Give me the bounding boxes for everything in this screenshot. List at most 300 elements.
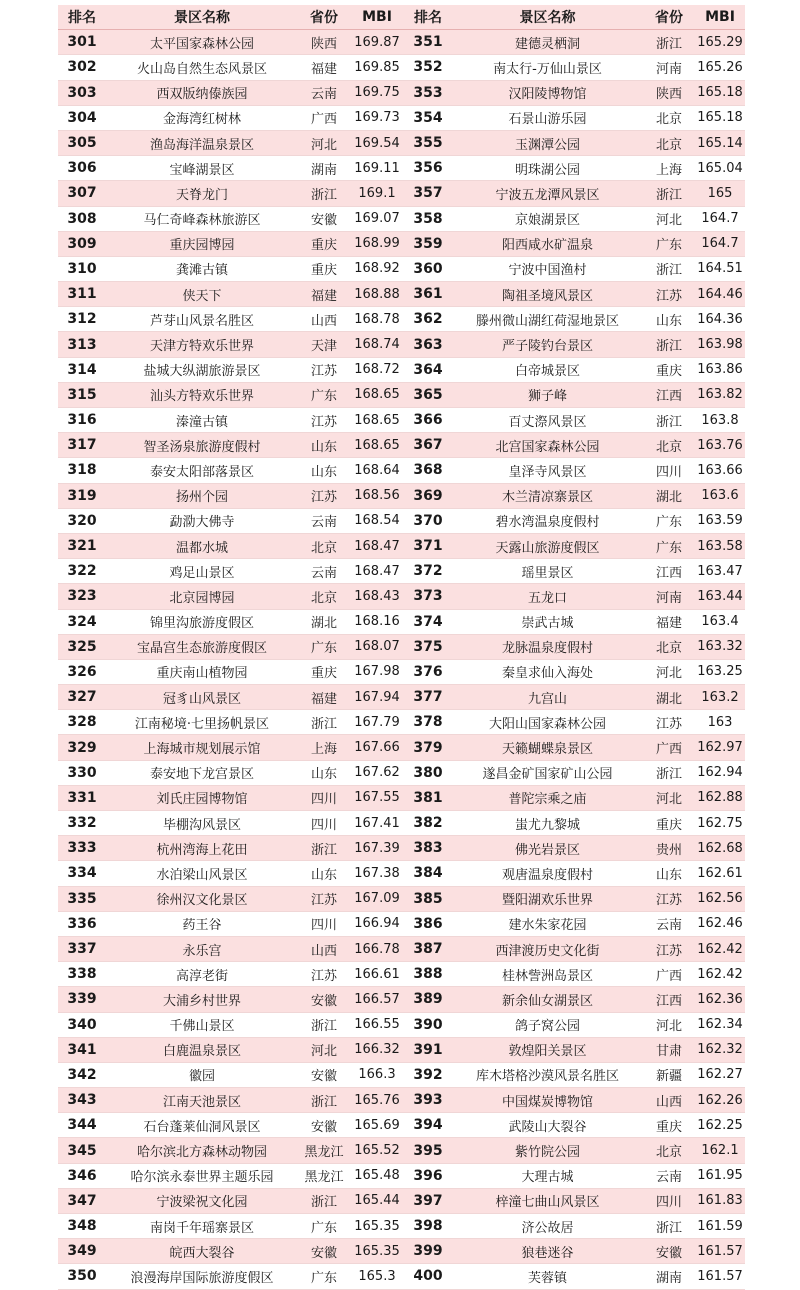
right-rank-cell: 391: [404, 1037, 452, 1062]
left-rank-cell: 328: [58, 710, 106, 735]
right-province-cell: 上海: [643, 156, 695, 181]
left-rank-cell: 348: [58, 1214, 106, 1239]
table-row: [58, 533, 745, 558]
left-province-cell: 江苏: [298, 483, 350, 508]
left-scenic-name-cell: 江南秘境·七里扬帆景区: [106, 710, 298, 735]
left-mbi-score-cell: 168.74: [350, 332, 404, 357]
right-mbi-score-cell: 162.42: [695, 962, 745, 987]
table-row: [58, 760, 745, 785]
right-scenic-name-cell: 库木塔格沙漠风景名胜区: [452, 1062, 643, 1087]
left-scenic-name-cell: 锦里沟旅游度假区: [106, 609, 298, 634]
left-mbi-score-cell: 166.57: [350, 987, 404, 1012]
right-province-cell: 江苏: [643, 886, 695, 911]
table-row: [58, 156, 745, 181]
left-mbi-score-cell: 166.32: [350, 1037, 404, 1062]
right-mbi-score-cell: 162.61: [695, 861, 745, 886]
right-mbi-score-cell: 163.25: [695, 659, 745, 684]
left-province-cell: 山东: [298, 861, 350, 886]
right-province-cell: 江苏: [643, 282, 695, 307]
left-mbi-score-cell: 166.55: [350, 1012, 404, 1037]
right-mbi-score-cell: 161.59: [695, 1214, 745, 1239]
right-mbi-score-cell: 162.88: [695, 785, 745, 810]
scenic-ranking-table: [58, 5, 745, 1290]
right-scenic-name-cell: 严子陵钓台景区: [452, 332, 643, 357]
right-scenic-name-cell: 宁波中国渔村: [452, 256, 643, 281]
left-mbi-score-cell: 167.41: [350, 811, 404, 836]
right-rank-cell: 396: [404, 1163, 452, 1188]
left-province-cell: 山东: [298, 760, 350, 785]
left-rank-cell: 326: [58, 659, 106, 684]
right-rank-cell: 380: [404, 760, 452, 785]
left-mbi-score-cell: 165.52: [350, 1138, 404, 1163]
left-rank-cell: 312: [58, 307, 106, 332]
left-scenic-name-cell: 北京园博园: [106, 584, 298, 609]
table-row: [58, 861, 745, 886]
left-province-cell: 福建: [298, 282, 350, 307]
right-mbi-score-cell: 163.4: [695, 609, 745, 634]
right-province-cell: 江苏: [643, 710, 695, 735]
right-province-cell: 山西: [643, 1088, 695, 1113]
right-province-cell: 河南: [643, 584, 695, 609]
left-rank-cell: 334: [58, 861, 106, 886]
right-province-cell: 湖北: [643, 685, 695, 710]
table-row: [58, 559, 745, 584]
left-province-cell: 陕西: [298, 30, 350, 55]
right-province-cell: 河北: [643, 206, 695, 231]
right-province-cell: 浙江: [643, 256, 695, 281]
right-mbi-score-cell: 165: [695, 181, 745, 206]
left-province-cell: 北京: [298, 533, 350, 558]
right-mbi-score-cell: 161.95: [695, 1163, 745, 1188]
right-province-cell: 河南: [643, 55, 695, 80]
right-mbi-score-cell: 161.57: [695, 1264, 745, 1289]
right-province-cell: 广西: [643, 735, 695, 760]
left-mbi-score-cell: 168.65: [350, 408, 404, 433]
left-mbi-score-cell: 168.92: [350, 256, 404, 281]
right-scenic-name-cell: 龙脉温泉度假村: [452, 634, 643, 659]
right-province-cell: 云南: [643, 1163, 695, 1188]
left-scenic-name-cell: 龚滩古镇: [106, 256, 298, 281]
left-province-cell: 安徽: [298, 1239, 350, 1264]
right-mbi-score-cell: 163.86: [695, 357, 745, 382]
left-mbi-score-cell: 167.39: [350, 836, 404, 861]
left-province-cell: 安徽: [298, 1113, 350, 1138]
table-row: [58, 936, 745, 961]
left-mbi-score-cell: 169.87: [350, 30, 404, 55]
right-mbi-score-cell: 164.46: [695, 282, 745, 307]
left-rank-cell: 316: [58, 408, 106, 433]
left-scenic-name-cell: 扬州个园: [106, 483, 298, 508]
right-scenic-name-cell: 蚩尤九黎城: [452, 811, 643, 836]
left-rank-cell: 347: [58, 1188, 106, 1213]
right-province-cell: 浙江: [643, 30, 695, 55]
right-scenic-name-cell: 天籁蝴蝶泉景区: [452, 735, 643, 760]
right-province-cell: 广东: [643, 533, 695, 558]
right-scenic-name-cell: 建水朱家花园: [452, 911, 643, 936]
table-row: [58, 30, 745, 55]
left-rank-cell: 332: [58, 811, 106, 836]
right-rank-cell: 366: [404, 408, 452, 433]
right-rank-cell: 398: [404, 1214, 452, 1239]
left-scenic-name-cell: 宝峰湖景区: [106, 156, 298, 181]
header-mbi-left: MBI: [350, 5, 404, 30]
header-rank-left: 排名: [58, 5, 106, 30]
left-province-cell: 广东: [298, 1214, 350, 1239]
left-mbi-score-cell: 169.1: [350, 181, 404, 206]
left-mbi-score-cell: 166.61: [350, 962, 404, 987]
left-rank-cell: 319: [58, 483, 106, 508]
left-province-cell: 湖北: [298, 609, 350, 634]
left-scenic-name-cell: 泰安地下龙宫景区: [106, 760, 298, 785]
left-scenic-name-cell: 侠天下: [106, 282, 298, 307]
left-mbi-score-cell: 169.85: [350, 55, 404, 80]
left-scenic-name-cell: 千佛山景区: [106, 1012, 298, 1037]
right-mbi-score-cell: 163.32: [695, 634, 745, 659]
left-mbi-score-cell: 167.55: [350, 785, 404, 810]
right-rank-cell: 382: [404, 811, 452, 836]
right-province-cell: 河北: [643, 1012, 695, 1037]
left-province-cell: 安徽: [298, 987, 350, 1012]
right-mbi-score-cell: 163.59: [695, 508, 745, 533]
left-rank-cell: 330: [58, 760, 106, 785]
table-row: [58, 609, 745, 634]
left-province-cell: 江苏: [298, 408, 350, 433]
left-rank-cell: 341: [58, 1037, 106, 1062]
table-row: [58, 483, 745, 508]
right-rank-cell: 356: [404, 156, 452, 181]
right-province-cell: 福建: [643, 609, 695, 634]
table-row: [58, 80, 745, 105]
right-scenic-name-cell: 梓潼七曲山风景区: [452, 1188, 643, 1213]
table-row: [58, 811, 745, 836]
table-row: [58, 1113, 745, 1138]
right-rank-cell: 361: [404, 282, 452, 307]
left-province-cell: 福建: [298, 685, 350, 710]
right-scenic-name-cell: 皇泽寺风景区: [452, 458, 643, 483]
right-mbi-score-cell: 162.97: [695, 735, 745, 760]
right-mbi-score-cell: 162.1: [695, 1138, 745, 1163]
table-row: [58, 1264, 745, 1289]
right-mbi-score-cell: 165.18: [695, 80, 745, 105]
left-province-cell: 四川: [298, 911, 350, 936]
right-mbi-score-cell: 163.76: [695, 433, 745, 458]
right-mbi-score-cell: 163.82: [695, 382, 745, 407]
right-province-cell: 陕西: [643, 80, 695, 105]
left-province-cell: 山西: [298, 936, 350, 961]
right-scenic-name-cell: 新余仙女湖景区: [452, 987, 643, 1012]
left-scenic-name-cell: 重庆园博园: [106, 231, 298, 256]
right-scenic-name-cell: 滕州微山湖红荷湿地景区: [452, 307, 643, 332]
right-province-cell: 贵州: [643, 836, 695, 861]
left-mbi-score-cell: 168.64: [350, 458, 404, 483]
left-mbi-score-cell: 168.65: [350, 433, 404, 458]
right-mbi-score-cell: 162.26: [695, 1088, 745, 1113]
right-rank-cell: 399: [404, 1239, 452, 1264]
left-scenic-name-cell: 泰安太阳部落景区: [106, 458, 298, 483]
table-row: [58, 710, 745, 735]
table-row: [58, 332, 745, 357]
table-row: [58, 1138, 745, 1163]
left-mbi-score-cell: 168.56: [350, 483, 404, 508]
right-province-cell: 新疆: [643, 1062, 695, 1087]
left-scenic-name-cell: 太平国家森林公园: [106, 30, 298, 55]
right-province-cell: 浙江: [643, 181, 695, 206]
left-rank-cell: 301: [58, 30, 106, 55]
left-province-cell: 天津: [298, 332, 350, 357]
table-row: [58, 130, 745, 155]
table-row: [58, 1214, 745, 1239]
right-province-cell: 广东: [643, 231, 695, 256]
left-province-cell: 江苏: [298, 962, 350, 987]
left-scenic-name-cell: 杭州湾海上花田: [106, 836, 298, 861]
right-rank-cell: 386: [404, 911, 452, 936]
right-mbi-score-cell: 165.29: [695, 30, 745, 55]
right-province-cell: 重庆: [643, 357, 695, 382]
right-scenic-name-cell: 大理古城: [452, 1163, 643, 1188]
left-mbi-score-cell: 168.07: [350, 634, 404, 659]
right-scenic-name-cell: 明珠湖公园: [452, 156, 643, 181]
table-row: [58, 911, 745, 936]
left-province-cell: 重庆: [298, 231, 350, 256]
right-mbi-score-cell: 162.32: [695, 1037, 745, 1062]
left-province-cell: 山西: [298, 307, 350, 332]
left-province-cell: 上海: [298, 735, 350, 760]
left-rank-cell: 327: [58, 685, 106, 710]
right-mbi-score-cell: 163.47: [695, 559, 745, 584]
table-row: [58, 584, 745, 609]
right-rank-cell: 352: [404, 55, 452, 80]
right-rank-cell: 364: [404, 357, 452, 382]
right-scenic-name-cell: 陶祖圣境风景区: [452, 282, 643, 307]
table-row: [58, 55, 745, 80]
left-mbi-score-cell: 168.16: [350, 609, 404, 634]
table-row: [58, 1239, 745, 1264]
right-rank-cell: 359: [404, 231, 452, 256]
right-rank-cell: 395: [404, 1138, 452, 1163]
right-scenic-name-cell: 天露山旅游度假区: [452, 533, 643, 558]
left-mbi-score-cell: 169.11: [350, 156, 404, 181]
right-rank-cell: 369: [404, 483, 452, 508]
left-province-cell: 浙江: [298, 181, 350, 206]
right-scenic-name-cell: 紫竹院公园: [452, 1138, 643, 1163]
left-scenic-name-cell: 冠豸山风景区: [106, 685, 298, 710]
left-scenic-name-cell: 石台蓬莱仙洞风景区: [106, 1113, 298, 1138]
left-province-cell: 河北: [298, 1037, 350, 1062]
left-rank-cell: 302: [58, 55, 106, 80]
left-scenic-name-cell: 白鹿温泉景区: [106, 1037, 298, 1062]
right-rank-cell: 390: [404, 1012, 452, 1037]
left-rank-cell: 335: [58, 886, 106, 911]
table-row: [58, 962, 745, 987]
table-row: [58, 458, 745, 483]
right-scenic-name-cell: 京娘湖景区: [452, 206, 643, 231]
left-scenic-name-cell: 哈尔滨北方森林动物园: [106, 1138, 298, 1163]
table-row: [58, 1188, 745, 1213]
left-province-cell: 重庆: [298, 256, 350, 281]
table-row: [58, 408, 745, 433]
table-row: [58, 1037, 745, 1062]
table-row: [58, 231, 745, 256]
left-scenic-name-cell: 药王谷: [106, 911, 298, 936]
right-mbi-score-cell: 162.27: [695, 1062, 745, 1087]
right-scenic-name-cell: 建德灵栖洞: [452, 30, 643, 55]
left-province-cell: 江苏: [298, 357, 350, 382]
left-scenic-name-cell: 金海湾红树林: [106, 105, 298, 130]
right-scenic-name-cell: 大阳山国家森林公园: [452, 710, 643, 735]
table-row: [58, 282, 745, 307]
header-province-left: 省份: [298, 5, 350, 30]
right-scenic-name-cell: 普陀宗乘之庙: [452, 785, 643, 810]
header-mbi-right: MBI: [695, 5, 745, 30]
left-rank-cell: 331: [58, 785, 106, 810]
right-mbi-score-cell: 162.94: [695, 760, 745, 785]
left-scenic-name-cell: 大浦乡村世界: [106, 987, 298, 1012]
right-province-cell: 北京: [643, 433, 695, 458]
right-scenic-name-cell: 佛光岩景区: [452, 836, 643, 861]
right-rank-cell: 375: [404, 634, 452, 659]
left-scenic-name-cell: 温都水城: [106, 533, 298, 558]
right-rank-cell: 379: [404, 735, 452, 760]
left-scenic-name-cell: 永乐宫: [106, 936, 298, 961]
right-province-cell: 江西: [643, 382, 695, 407]
left-mbi-score-cell: 166.78: [350, 936, 404, 961]
right-scenic-name-cell: 遂昌金矿国家矿山公园: [452, 760, 643, 785]
right-scenic-name-cell: 桂林訾洲岛景区: [452, 962, 643, 987]
right-mbi-score-cell: 163: [695, 710, 745, 735]
left-rank-cell: 321: [58, 533, 106, 558]
right-rank-cell: 367: [404, 433, 452, 458]
left-province-cell: 浙江: [298, 1088, 350, 1113]
left-rank-cell: 318: [58, 458, 106, 483]
left-rank-cell: 320: [58, 508, 106, 533]
right-mbi-score-cell: 162.56: [695, 886, 745, 911]
right-mbi-score-cell: 163.2: [695, 685, 745, 710]
table-row: [58, 307, 745, 332]
left-province-cell: 云南: [298, 559, 350, 584]
left-mbi-score-cell: 167.66: [350, 735, 404, 760]
left-rank-cell: 342: [58, 1062, 106, 1087]
right-scenic-name-cell: 宁波五龙潭风景区: [452, 181, 643, 206]
left-scenic-name-cell: 芦芽山风景名胜区: [106, 307, 298, 332]
left-rank-cell: 315: [58, 382, 106, 407]
table-row: [58, 1062, 745, 1087]
left-mbi-score-cell: 166.94: [350, 911, 404, 936]
table-row: [58, 987, 745, 1012]
table-row: [58, 685, 745, 710]
right-rank-cell: 362: [404, 307, 452, 332]
left-rank-cell: 329: [58, 735, 106, 760]
table-row: [58, 886, 745, 911]
right-province-cell: 安徽: [643, 1239, 695, 1264]
right-province-cell: 河北: [643, 785, 695, 810]
right-province-cell: 浙江: [643, 408, 695, 433]
left-scenic-name-cell: 宝晶宫生态旅游度假区: [106, 634, 298, 659]
right-rank-cell: 368: [404, 458, 452, 483]
left-mbi-score-cell: 165.48: [350, 1163, 404, 1188]
left-rank-cell: 336: [58, 911, 106, 936]
right-province-cell: 四川: [643, 458, 695, 483]
header-province-right: 省份: [643, 5, 695, 30]
header-row: [58, 5, 745, 30]
left-mbi-score-cell: 166.3: [350, 1062, 404, 1087]
left-mbi-score-cell: 167.98: [350, 659, 404, 684]
right-mbi-score-cell: 161.57: [695, 1239, 745, 1264]
right-mbi-score-cell: 163.44: [695, 584, 745, 609]
table-row: [58, 785, 745, 810]
left-scenic-name-cell: 天津方特欢乐世界: [106, 332, 298, 357]
left-scenic-name-cell: 江南天池景区: [106, 1088, 298, 1113]
right-scenic-name-cell: 汉阳陵博物馆: [452, 80, 643, 105]
right-rank-cell: 363: [404, 332, 452, 357]
right-scenic-name-cell: 暨阳湖欢乐世界: [452, 886, 643, 911]
right-scenic-name-cell: 碧水湾温泉度假村: [452, 508, 643, 533]
right-province-cell: 河北: [643, 659, 695, 684]
right-rank-cell: 394: [404, 1113, 452, 1138]
header-name-left: 景区名称: [106, 5, 298, 30]
left-mbi-score-cell: 167.79: [350, 710, 404, 735]
right-mbi-score-cell: 165.04: [695, 156, 745, 181]
right-mbi-score-cell: 162.68: [695, 836, 745, 861]
left-rank-cell: 339: [58, 987, 106, 1012]
left-scenic-name-cell: 哈尔滨永泰世界主题乐园: [106, 1163, 298, 1188]
table-row: [58, 105, 745, 130]
left-province-cell: 山东: [298, 433, 350, 458]
right-rank-cell: 374: [404, 609, 452, 634]
right-mbi-score-cell: 162.42: [695, 936, 745, 961]
right-scenic-name-cell: 武陵山大裂谷: [452, 1113, 643, 1138]
right-province-cell: 广西: [643, 962, 695, 987]
ranking-table-container: [58, 5, 745, 1290]
right-province-cell: 广东: [643, 508, 695, 533]
left-rank-cell: 309: [58, 231, 106, 256]
left-mbi-score-cell: 165.35: [350, 1214, 404, 1239]
right-scenic-name-cell: 中国煤炭博物馆: [452, 1088, 643, 1113]
table-row: [58, 659, 745, 684]
right-province-cell: 江苏: [643, 936, 695, 961]
right-province-cell: 北京: [643, 634, 695, 659]
left-province-cell: 江苏: [298, 886, 350, 911]
right-scenic-name-cell: 九宫山: [452, 685, 643, 710]
left-mbi-score-cell: 169.07: [350, 206, 404, 231]
left-scenic-name-cell: 渔岛海洋温泉景区: [106, 130, 298, 155]
left-scenic-name-cell: 盐城大纵湖旅游景区: [106, 357, 298, 382]
right-province-cell: 重庆: [643, 811, 695, 836]
table-row: [58, 382, 745, 407]
left-province-cell: 云南: [298, 80, 350, 105]
left-mbi-score-cell: 165.35: [350, 1239, 404, 1264]
left-rank-cell: 311: [58, 282, 106, 307]
right-rank-cell: 370: [404, 508, 452, 533]
right-mbi-score-cell: 165.14: [695, 130, 745, 155]
left-rank-cell: 307: [58, 181, 106, 206]
right-scenic-name-cell: 狼巷迷谷: [452, 1239, 643, 1264]
right-rank-cell: 383: [404, 836, 452, 861]
left-rank-cell: 333: [58, 836, 106, 861]
right-rank-cell: 353: [404, 80, 452, 105]
left-rank-cell: 304: [58, 105, 106, 130]
right-rank-cell: 376: [404, 659, 452, 684]
left-scenic-name-cell: 高淳老街: [106, 962, 298, 987]
right-rank-cell: 371: [404, 533, 452, 558]
left-province-cell: 浙江: [298, 836, 350, 861]
right-rank-cell: 355: [404, 130, 452, 155]
right-rank-cell: 351: [404, 30, 452, 55]
left-province-cell: 山东: [298, 458, 350, 483]
table-row: [58, 206, 745, 231]
left-mbi-score-cell: 167.38: [350, 861, 404, 886]
right-rank-cell: 372: [404, 559, 452, 584]
right-rank-cell: 381: [404, 785, 452, 810]
